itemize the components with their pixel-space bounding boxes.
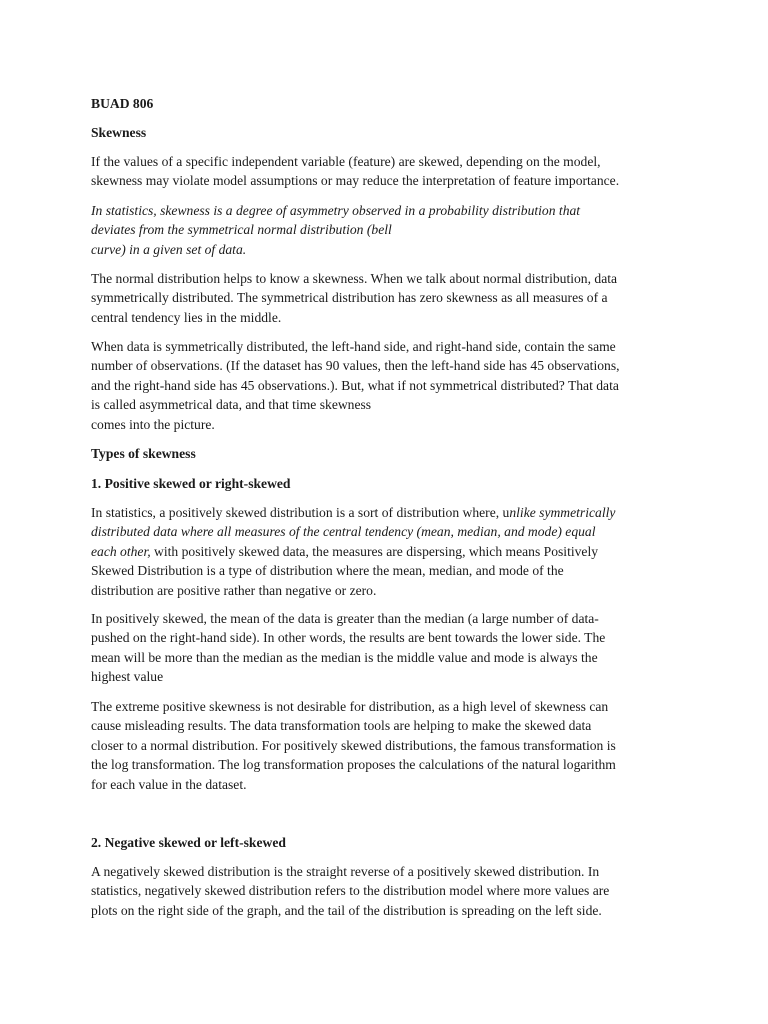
definition-line: deviates from the symmetrical normal distribution (bell bbox=[91, 222, 392, 238]
intro-paragraph bbox=[91, 152, 681, 191]
paragraph-line: Skewed Distribution is a type of distribution where the mean, median, and mode of the bbox=[91, 563, 564, 579]
negative-skew-paragraph bbox=[91, 862, 681, 920]
paragraph-line: central tendency lies in the middle. bbox=[91, 309, 282, 325]
types-heading: Types of skewness bbox=[91, 446, 196, 461]
italic-text: each other, bbox=[91, 543, 151, 559]
plain-text: with positively skewed data, the measures are dispersing, which means Positively bbox=[150, 543, 599, 559]
paragraph-line: symmetrically distributed. The symmetrical distribution has zero skewness as all measures of a bbox=[91, 290, 608, 306]
definition-paragraph bbox=[91, 201, 681, 259]
paragraph-line: plots on the right side of the graph, and the tail of the distribution is spreading on the left side. bbox=[91, 902, 602, 918]
paragraph-line: highest value bbox=[91, 669, 164, 685]
intro-line: skewness may violate model assumptions or may reduce the interpretation of feature importance. bbox=[91, 173, 620, 189]
paragraph-line: The extreme positive skewness is not desirable for distribution, as a high level of skewness can bbox=[91, 699, 609, 714]
paragraph-line: and the right-hand side has 45 observations.). But, what if not symmetrical distributed? That data bbox=[91, 377, 619, 393]
paragraph-line: When data is symmetrically distributed, the left-hand side, and right-hand side, contain the same bbox=[91, 339, 616, 354]
paragraph-line: In positively skewed, the mean of the data is greater than the median (a large number of data- bbox=[91, 611, 599, 626]
paragraph-line bbox=[91, 542, 681, 561]
paragraph-line: number of observations. (If the dataset has 90 values, then the left-hand side has 45 observations, bbox=[91, 358, 620, 374]
paragraph-line: mean will be more than the median as the median is the middle value and mode is always the bbox=[91, 649, 598, 665]
paragraph-line: the log transformation. The log transformation proposes the calculations of the natural logarithm bbox=[91, 757, 616, 773]
symmetric-data-paragraph bbox=[91, 337, 681, 434]
course-code: BUAD 806 bbox=[91, 96, 154, 111]
paragraph-line bbox=[91, 503, 681, 522]
paragraph-line: statistics, negatively skewed distribution refers to the distribution model where more values are bbox=[91, 883, 610, 899]
paragraph-line: The normal distribution helps to know a skewness. When we talk about normal distribution, data bbox=[91, 271, 618, 286]
paragraph-line: comes into the picture. bbox=[91, 416, 215, 432]
intro-line: If the values of a specific independent variable (feature) are skewed, depending on the model, bbox=[91, 154, 601, 169]
negative-skew-heading: 2. Negative skewed or left-skewed bbox=[91, 835, 286, 850]
paragraph-line: cause misleading results. The data transformation tools are helping to make the skewed data bbox=[91, 718, 592, 734]
paragraph-line: for each value in the dataset. bbox=[91, 776, 247, 792]
italic-text: nlike symmetrically bbox=[509, 505, 616, 520]
paragraph-line: pushed on the right-hand side). In other words, the results are bent towards the lower side. The bbox=[91, 630, 606, 646]
log-transformation-paragraph bbox=[91, 697, 681, 794]
section-heading-skewness: Skewness bbox=[91, 125, 147, 140]
paragraph-line: is called asymmetrical data, and that time skewness bbox=[91, 397, 372, 413]
normal-distribution-paragraph bbox=[91, 269, 681, 327]
positive-skew-paragraph bbox=[91, 503, 681, 600]
paragraph-line: A negatively skewed distribution is the straight reverse of a positively skewed distribution. In bbox=[91, 864, 600, 879]
mean-median-paragraph bbox=[91, 609, 681, 687]
positive-skew-heading: 1. Positive skewed or right-skewed bbox=[91, 476, 291, 491]
plain-text: In statistics, a positively skewed distribution is a sort of distribution where, u bbox=[91, 505, 510, 520]
paragraph-line: distributed data where all measures of the central tendency (mean, median, and mode) equal bbox=[91, 524, 596, 540]
definition-line: curve) in a given set of data. bbox=[91, 241, 247, 257]
paragraph-line: closer to a normal distribution. For positively skewed distributions, the famous transformation is bbox=[91, 737, 616, 753]
paragraph-line: distribution are positive rather than negative or zero. bbox=[91, 582, 377, 598]
definition-line: In statistics, skewness is a degree of asymmetry observed in a probability distribution that bbox=[91, 203, 581, 218]
